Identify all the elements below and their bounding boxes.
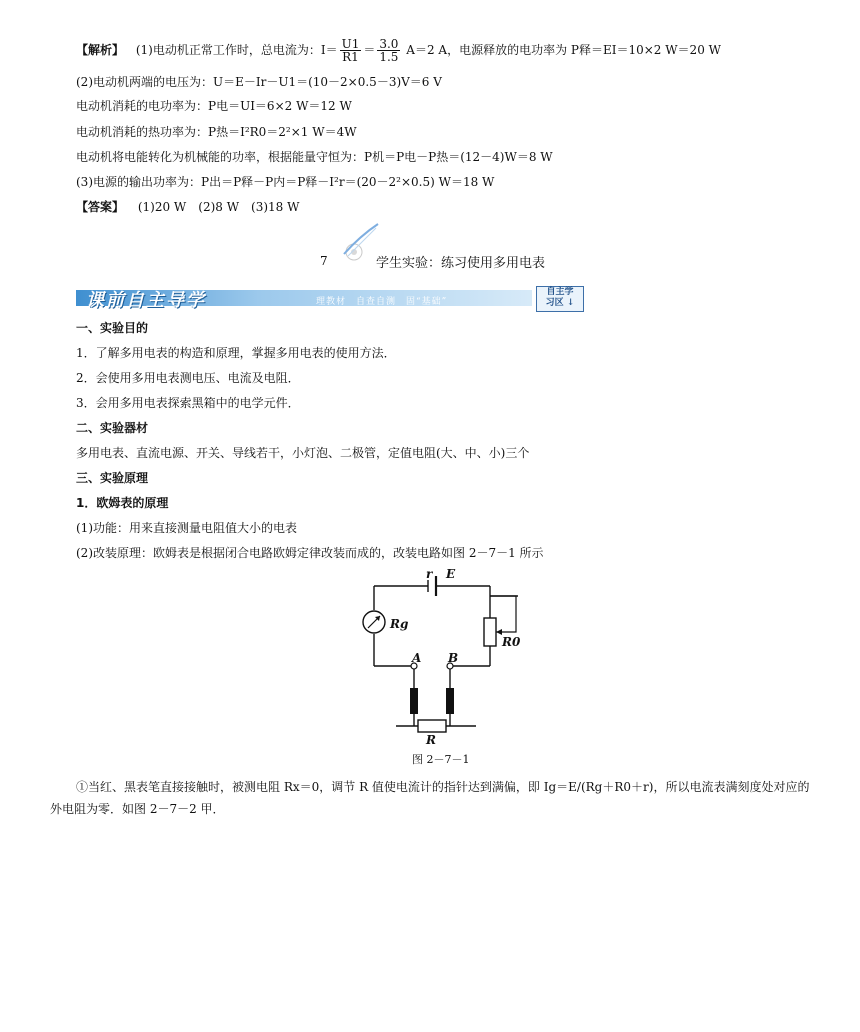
answer-line [76,199,299,215]
explanation-paragraph: ①当红、黑表笔直接接触时，被测电阻 Rx＝0，调节 R 值使电流计的指针达到满偏，即 Ig＝E/(Rg＋R0＋r)，所以电流表满刻度处对应的外电阻为零．如图 2－7－2 甲． [50,780,810,816]
answer-label: 【答案】 [76,200,125,214]
analysis-p1-post: A＝2 A，电源释放的电功率为 P释＝EI＝10×2 W＝20 W [406,43,721,57]
label-r: r [426,567,433,581]
banner-title: 课前自主导学 [86,290,206,311]
heading-purpose: 一、实验目的 [76,321,149,335]
analysis-line-1: 【解析】 (1)电动机正常工作时，总电流为：I＝ $\frac{U1}{R1}$ ＝ $\frac{3.0}{1.5}$ A＝2 A，电源释放的电功率为 P释＝EI＝10×2 W＝20 W [76,37,721,64]
label-bottom-r: R [426,733,436,747]
answer-text: (1)20 W (2)8 W (3)18 W [137,200,300,214]
purpose-item-2: 2．会使用多用电表测电压、电流及电阻． [76,371,300,385]
banner-slogan: 理教材 自查自测 固“基础” [316,297,448,307]
label-rg: Rg [390,617,409,631]
heading-principle: 三、实验原理 [76,471,149,485]
analysis-line-2: (2)电动机两端的电压为：U＝E－Ir－U1＝(10－2×0.5－3)V＝6 V [76,75,442,89]
r0-resistor [484,618,496,646]
swoosh-icon [334,222,380,268]
purpose-item-3: 3．会用多用电表探索黑箱中的电学元件． [76,396,300,410]
label-e: E [446,567,456,581]
analysis-p1-pre: (1)电动机正常工作时，总电流为：I＝ [135,43,338,57]
fraction-3-1.5: $\frac{3.0}{1.5}$ [379,37,399,64]
label-r0: R0 [502,635,521,649]
equipment-text: 多用电表、直流电源、开关、导线若干，小灯泡、二极管，定值电阻(大、中、小)三个 [76,446,530,460]
figure-caption: 图 2－7－1 [412,753,470,766]
label-a: A [412,651,422,665]
analysis-line-5: 电动机将电能转化为机械能的功率，根据能量守恒为：P机＝P电－P热＝(12－4)W＝8 W [76,150,553,164]
r-resistor [418,720,446,732]
probe-a [410,688,418,714]
analysis-line-3: 电动机消耗的电功率为：P电＝UI＝6×2 W＝12 W [76,99,352,113]
analysis-label: 【解析】 [76,43,125,57]
circuit-diagram [356,566,521,747]
analysis-line-6: (3)电源的输出功率为：P出＝P释－P内＝P释－I²r＝(20－2²×0.5) W＝18 W [76,175,495,189]
label-b: B [448,651,459,665]
analysis-line-4: 电动机消耗的热功率为：P热＝I²R0＝2²×1 W＝4W [76,125,357,139]
probe-b [446,688,454,714]
purpose-item-1: 1．了解多用电表的构造和原理，掌握多用电表的使用方法． [76,346,396,360]
heading-equipment: 二、实验器材 [76,421,149,435]
section-title: 学生实验：练习使用多用电表 [376,256,546,271]
section-number: 7 [320,254,328,268]
subheading-ohmmeter: 1．欧姆表的原理 [76,496,169,510]
banner [76,286,584,310]
banner-box: 自主学 习区 ↓ [536,286,584,312]
section-header [320,248,560,276]
fraction-u1-r1: $\frac{U1}{R1}$ [341,37,360,64]
principle-text: (2)改装原理：欧姆表是根据闭合电路欧姆定律改装而成的，改装电路如图 2－7－1 所示 [76,546,544,560]
function-text: (1)功能：用来直接测量电阻值大小的电表 [76,521,297,535]
